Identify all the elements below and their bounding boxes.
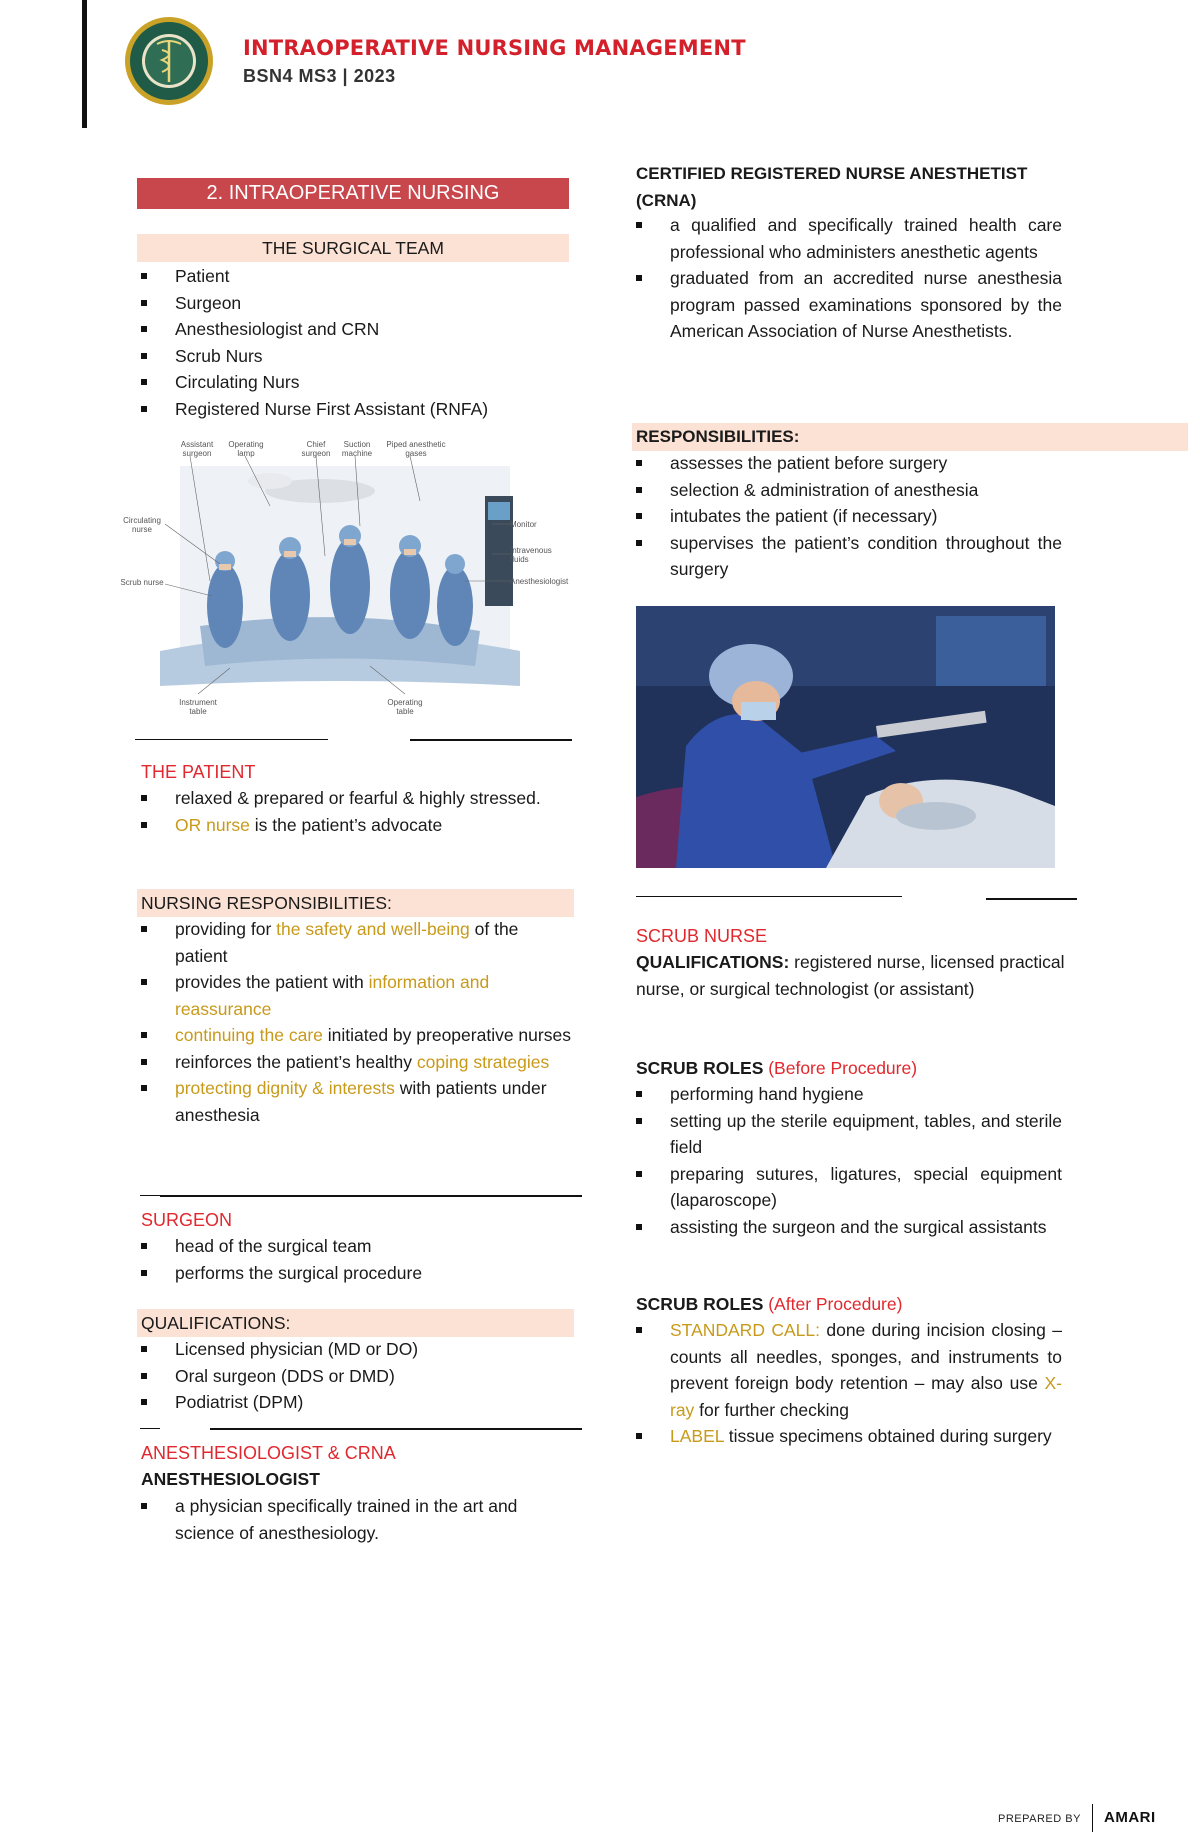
list-item: head of the surgical team: [137, 1233, 569, 1260]
section-title-bar: 2. INTRAOPERATIVE NURSING: [137, 178, 569, 209]
surgeon-heading: SURGEON: [141, 1210, 233, 1230]
label-piped-gases: Piped anesthetic gases: [386, 440, 446, 458]
label-operating-table: Operating table: [387, 698, 423, 716]
list-item: Licensed physician (MD or DO): [137, 1336, 569, 1363]
list-item: preparing sutures, ligatures, special equipment (laparoscope): [632, 1161, 1062, 1214]
list-item: supervises the patient’s condition throughout the surgery: [632, 530, 1062, 583]
prepared-by-label: PREPARED BY: [998, 1813, 1081, 1825]
list-item: intubates the patient (if necessary): [632, 503, 1062, 530]
nursing-responsibilities-heading: NURSING RESPONSIBILITIES:: [137, 889, 574, 917]
list-item: Circulating Nurs: [137, 369, 569, 396]
scrub-before-list: [632, 1081, 1062, 1240]
crna-list: [632, 212, 1062, 345]
divider: [140, 1195, 160, 1196]
anesthesiologist-subheading: ANESTHESIOLOGIST: [141, 1469, 320, 1489]
document-title: INTRAOPERATIVE NURSING MANAGEMENT: [243, 36, 746, 60]
label-instrument-table: Instrument table: [179, 698, 217, 716]
list-item: Patient: [137, 263, 569, 290]
scrub-before-heading: SCRUB ROLES (Before Procedure): [636, 1058, 918, 1078]
divider: [135, 739, 328, 740]
author-name: AMARI: [1104, 1809, 1156, 1826]
list-item: Podiatrist (DPM): [137, 1389, 569, 1416]
label-anesthesiologist: Anesthesiologist: [510, 577, 569, 586]
document-subtitle: BSN4 MS3 | 2023: [243, 66, 396, 86]
list-item: assisting the surgeon and the surgical assistants: [632, 1214, 1062, 1241]
list-item: setting up the sterile equipment, tables, and sterile field: [632, 1108, 1062, 1161]
scrub-after-heading: SCRUB ROLES (After Procedure): [636, 1294, 903, 1314]
label-assistant-surgeon: Assistant surgeon: [180, 440, 214, 458]
list-item: Surgeon: [137, 290, 569, 317]
anesthesiologist-crna-heading: ANESTHESIOLOGIST & CRNA: [141, 1443, 396, 1463]
surgeon-qualifications-heading: QUALIFICATIONS:: [137, 1309, 574, 1337]
list-item: reinforces the patient’s healthy coping strategies: [137, 1049, 574, 1076]
divider: [410, 739, 572, 741]
label-scrub-nurse: Scrub nurse: [120, 578, 164, 587]
divider: [140, 1428, 160, 1429]
list-item: STANDARD CALL: done during incision closing – counts all needles, sponges, and instruments to prevent foreign body retention – may also use X-ray for further checking: [632, 1317, 1062, 1423]
anesthesiologist-list: [137, 1493, 569, 1546]
divider: [160, 1195, 582, 1197]
list-item: performs the surgical procedure: [137, 1260, 569, 1287]
list-item: Scrub Nurs: [137, 343, 569, 370]
label-iv-fluids: Intravenous fluids: [510, 546, 552, 564]
label-suction-machine: Suction machine: [341, 440, 373, 458]
list-item: Oral surgeon (DDS or DMD): [137, 1363, 569, 1390]
surgeon-qualifications-list: [137, 1336, 569, 1416]
school-seal-logo: [124, 16, 214, 106]
divider: [636, 896, 902, 897]
crna-photo: [636, 606, 1055, 868]
patient-heading: THE PATIENT: [141, 762, 256, 782]
label-chief-surgeon: Chief surgeon: [301, 440, 331, 458]
crna-heading: CERTIFIED REGISTERED NURSE ANESTHETIST (CRNA): [636, 164, 1028, 210]
header-vertical-rule: [82, 0, 87, 128]
list-item: LABEL tissue specimens obtained during surgery: [632, 1423, 1062, 1450]
list-item: provides the patient with information and reassurance: [137, 969, 574, 1022]
label-operating-lamp: Operating lamp: [228, 440, 264, 458]
list-item: performing hand hygiene: [632, 1081, 1062, 1108]
list-item: continuing the care initiated by preoperative nurses: [137, 1022, 574, 1049]
list-item: providing for the safety and well-being of the patient: [137, 916, 574, 969]
list-item: a physician specifically trained in the art and science of anesthesiology.: [137, 1493, 569, 1546]
scrub-after-list: [632, 1317, 1062, 1450]
list-item: a qualified and specifically trained health care professional who administers anesthetic agents: [632, 212, 1062, 265]
crna-responsibilities-list: [632, 450, 1062, 583]
crna-responsibilities-heading: RESPONSIBILITIES:: [632, 423, 1188, 451]
scrub-qualifications: QUALIFICATIONS: registered nurse, licensed practical nurse, or surgical technologist (or assistant): [636, 952, 1065, 999]
list-item: assesses the patient before surgery: [632, 450, 1062, 477]
list-item: relaxed & prepared or fearful & highly stressed.: [137, 785, 557, 812]
surgical-team-illustration: [120, 436, 570, 726]
list-item: protecting dignity & interests with patients under anesthesia: [137, 1075, 574, 1128]
surgeon-list: [137, 1233, 569, 1286]
footer-separator: [1092, 1804, 1093, 1832]
scrub-nurse-heading: SCRUB NURSE: [636, 926, 768, 946]
list-item: selection & administration of anesthesia: [632, 477, 1062, 504]
nursing-responsibilities-list: [137, 916, 574, 1128]
surgical-team-heading: THE SURGICAL TEAM: [137, 234, 569, 262]
divider: [986, 898, 1077, 900]
label-circulating-nurse: Circulating nurse: [123, 516, 161, 534]
label-monitor: Monitor: [510, 520, 537, 529]
list-item: Anesthesiologist and CRN: [137, 316, 569, 343]
list-item: Registered Nurse First Assistant (RNFA): [137, 396, 569, 423]
list-item: OR nurse is the patient’s advocate: [137, 812, 557, 839]
surgical-team-list: [137, 263, 569, 422]
patient-list: [137, 785, 557, 838]
list-item: graduated from an accredited nurse anesthesia program passed examinations sponsored by the American Association of Nurse Anesthetists.: [632, 265, 1062, 345]
divider: [210, 1428, 582, 1430]
